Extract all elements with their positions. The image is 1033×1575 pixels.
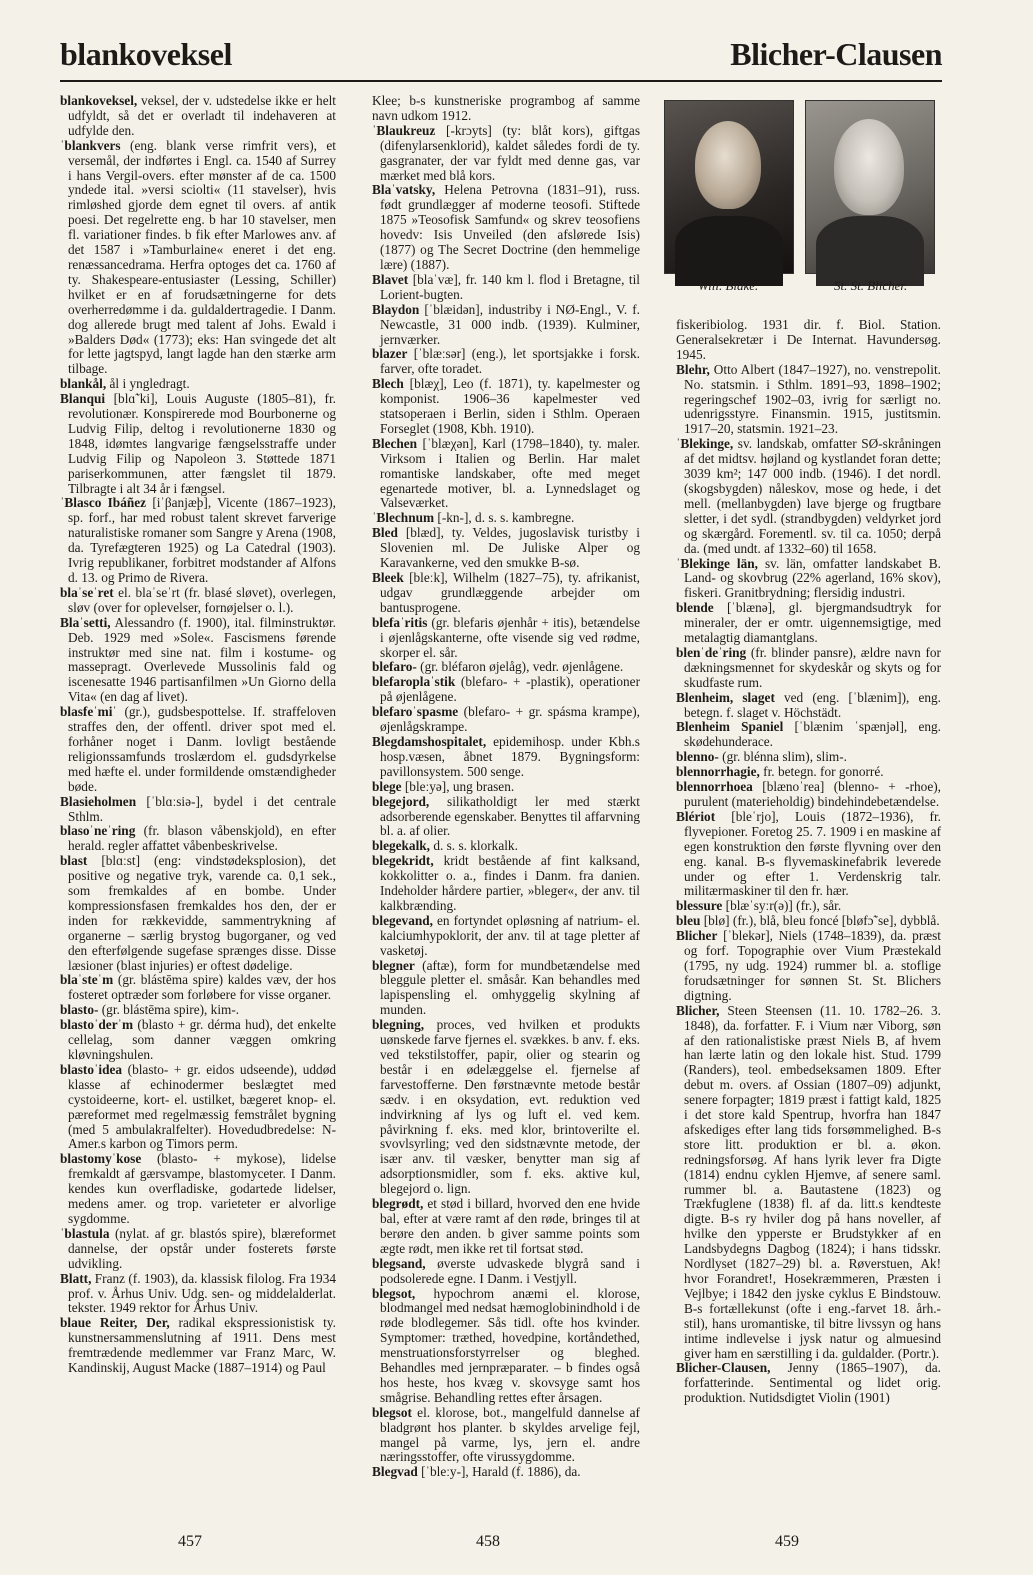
entry-text: [ˈblæːsər] (eng.), let sportsjakke i forsk. farver, ofte toradet. — [380, 346, 640, 377]
entry-text: proces, ved hvilken et produkts uønskede farve fjernes el. svækkes. b anv. f. eks. ved tekstilstoffer, papir, olier og stearin og består i en ødelæggelse el. fjernelse af farvestofferne. Den førstnævnte metode består sædv. i en oksydation, evt. reduktion ved indvirkning af lys og luft el. ved kem. påvirkning f. eks. med klor, brintoverilte el. svovlsyrling; ved den sidstnævnte metode, der især anv. til væsker, benytter man sig af adsorptionsmidler, som f. eks. aktive kul, blegejord o. lign. — [380, 1017, 640, 1197]
entry-headword: Blanqui — [60, 391, 106, 407]
dictionary-entry — [372, 1406, 640, 1466]
entry-text: [blæd], ty. Veldes, jugoslavisk turistby i Slovenien ml. De Juliske Alper og Karavankerne, ved den smukke B-sø. — [380, 525, 640, 571]
entry-headword: blegevand, — [372, 912, 433, 928]
entry-text: [bleˈrjo], Louis (1872–1936), fr. flyvepioner. Foretog 25. 7. 1909 i en maskine af egen konstruktion den første flyvning over den eng. kanal. B-s flyvemaskinefabrik leverede under og efter 1. Verdenskrig talr. militærmaskiner til den fr. hær. — [684, 808, 941, 899]
dictionary-entry — [372, 183, 640, 272]
entry-text: (fr. blinder pansre), ældre navn for dækningsmennet for skydeskår og skyts og for skudfaste rum. — [684, 644, 941, 690]
entry-text: [blaˈvæ], fr. 140 km l. flod i Bretagne, til Lorient-bugten. — [380, 271, 640, 302]
entry-text: [ˈbleːy-], Harald (f. 1886), da. — [417, 1464, 581, 1480]
portrait-blake — [664, 100, 794, 274]
entry-text: [ˈblekər], Niels (1748–1839), da. præst og forf. Topographie over Vium Præstekald (1795, ny udg. 1924) rummer bl. a. stoflige forudsætninger for sønnen St. St. Blichers digtning. — [684, 928, 941, 1003]
entry-headword: Blegvad — [372, 1464, 418, 1480]
dictionary-entry — [372, 303, 640, 348]
dictionary-entry — [372, 705, 640, 735]
dictionary-entry — [372, 780, 640, 795]
dictionary-entry — [676, 914, 941, 929]
dictionary-entry — [676, 929, 941, 1004]
dictionary-entry — [60, 824, 336, 854]
entry-headword: ˈBlechnum — [372, 510, 435, 526]
dictionary-entry — [60, 496, 336, 585]
dictionary-entry — [372, 347, 640, 377]
entry-headword: ˈBlasco Ibáñez — [60, 495, 147, 511]
entry-headword: blege — [372, 778, 402, 794]
dictionary-entry — [60, 795, 336, 825]
dictionary-entry — [60, 586, 336, 616]
entry-text: [ˈblæχən], Karl (1798–1840), ty. maler. Virksom i Italien og Berlin. Har malet romantiske landskaber, ofte med meget egenartede motiver, bl. a. Lynnedslaget og Valseværket. — [380, 435, 640, 511]
entry-text: [blɑ̃ˈki], Louis Auguste (1805–81), fr. revolutionær. Konspirerede mod Bourbonerne og Ludvig Filip, deltog i revolutionerne 1830 og 1848, idømtes langvarige fængselsstraffe under Ludvig Filip og Napoleon 3. Støttede 1871 pariserkommunen, atter fængslet til 1879. Tilbragte i alt 34 år i fængsel. — [68, 391, 336, 496]
entry-headword: ˈBlekinge, — [676, 436, 734, 452]
dictionary-entry — [60, 377, 336, 392]
dictionary-entry — [372, 1257, 640, 1287]
dictionary-entry — [372, 94, 640, 124]
entry-text: d. s. s. klorkalk. — [430, 838, 518, 854]
entry-headword: blegsand, — [372, 1255, 426, 1271]
entry-text: epidemihosp. under Kbh.s hosp.væsen, åbnet 1879. Bygningsform: pavillonsystem. 500 senge. — [380, 733, 640, 779]
dictionary-entry — [372, 675, 640, 705]
entry-text: [-krɔyts] (ty: blåt kors), giftgas (difenylarsenklorid), kaldet således fordi de ty. gasgranater, der var fyldt med denne gas, var mærket med blå kors. — [380, 122, 640, 183]
entry-text: en fortyndet opløsning af natrium- el. kalciumhypoklorit, der anv. til at tage pletter af vasketøj. — [380, 912, 640, 958]
entry-text: Klee; b-s kunstneriske programbog af samme navn udkom 1912. — [372, 93, 640, 123]
entry-headword: Blaydon — [372, 301, 420, 317]
running-head-right: Blicher-Clausen — [730, 36, 942, 72]
dictionary-entry — [60, 392, 336, 496]
entry-headword: blegekalk, — [372, 838, 430, 854]
entry-text: [blæχ], Leo (f. 1871), ty. kapelmester og komponist. 1906–36 kapelmester ved statsoperaen i Berlin, siden i Sthlm. Operaen Forseglet (1908, Kbh. 1910). — [380, 376, 640, 436]
entry-headword: blefaroplaˈstik — [372, 674, 456, 690]
entry-text: ved (eng. [ˈblænim]), eng. betegn. f. slaget v. Höchstädt. — [684, 689, 941, 720]
column-2 — [372, 93, 640, 1480]
entry-headword: blastoˈderˈm — [60, 1017, 134, 1033]
dictionary-entry — [372, 377, 640, 437]
dictionary-entry — [676, 601, 941, 646]
entry-text: veksel, der v. udstedelse ikke er helt udfyldt, så det er overladt til indehaveren at udfylde den. — [68, 93, 336, 138]
entry-text: [blø] (fr.), blå, bleu foncé [bløfɔ̃ˈse], dybblå. — [700, 913, 940, 929]
entry-text: [bleːk], Wilhelm (1827–75), ty. afrikanist, udgav grundlæggende arbejder om bantusprogene. — [380, 570, 640, 615]
dictionary-entry — [372, 616, 640, 661]
entry-text: [blæˈsyːr(ə)] (fr.), sår. — [722, 898, 842, 914]
portrait-face — [834, 119, 904, 215]
entry-text: ˈ (gr.), gudsbespottelse. If. straffeloven straffes den, der offentl. driver spot med el. forhåner noget i Danm. lovligt bestående religionssamfunds troslærdom el. gudsdyrkelse med hæfte el. under formildende omstændigheder bøde. — [68, 704, 336, 794]
entry-headword: blaue Reiter, Der, — [60, 1315, 170, 1331]
entry-headword: blefaro- — [372, 659, 417, 675]
entry-headword: ˈBlaukreuz — [372, 122, 436, 138]
entry-text: Otto Albert (1847–1927), no. venstrepolit. No. statsmin. i Sthlm. 1891–93, 1898–1902; regeringschef 1902–03, ivrig for særligt no. udenrigsstyre. Finansmin. 1915, justitsmin. 1917–20, statsmin. 1921–23. — [684, 361, 941, 437]
dictionary-entry — [676, 899, 941, 914]
entry-headword: blegekridt, — [372, 853, 434, 869]
dictionary-entry — [60, 1018, 336, 1063]
dictionary-entry — [60, 1227, 336, 1272]
dictionary-entry — [60, 1316, 336, 1376]
portrait-coat — [675, 216, 783, 286]
entry-text: (blefaro- + -plastik), operationer på øjenlågene. — [380, 674, 640, 705]
dictionary-entry — [676, 437, 941, 556]
entry-text: kridt bestående af fint kalksand, kokkolitter o. a., findes i Danm. fra danien. Indeholder hårdere partier, »bleger«, der anv. til kalkbrænding. — [380, 853, 640, 913]
dictionary-entry — [372, 735, 640, 780]
entry-text: øverste udvaskede blygrå sand i podsolerede egne. I Danm. i Vestjyll. — [380, 1255, 640, 1286]
entry-text: sv. län, omfatter landskabet B. Land- og skovbrug (22% agerland, 16% skov), fiskeri. Granitbrydning; flersidig industri. — [684, 555, 941, 601]
entry-headword: Blavet — [372, 271, 409, 287]
entry-headword: blasoˈneˈring — [60, 823, 136, 839]
dictionary-entry — [676, 750, 941, 765]
entry-headword: bleu — [676, 913, 701, 929]
dictionary-entry — [372, 1197, 640, 1257]
entry-headword: blastoˈidea — [60, 1061, 123, 1077]
running-head-left: blankoveksel — [60, 36, 232, 72]
entry-text: (gr. blástēma spire), kim-. — [98, 1002, 240, 1018]
entry-text: [-kn-], d. s. s. kambregne. — [434, 510, 575, 526]
entry-text: sv. landskab, omfatter SØ-skråningen af det midtsv. højland og kystlandet foran dette; 3039 km²; 147 000 indb. (1946). I det nordl. (skogsbygden) nåleskov, mose og hede, i det mell. (mellanbygden) lave bjerge og frugtbare sletter, i det sydl. (strandbygden) veldyrket jord og skærgård. Forementl. sv. til ca. 1050; derpå da. (med undt. af 1332–60) til 1658. — [684, 436, 941, 556]
entry-headword: blast — [60, 853, 88, 869]
dictionary-entry — [60, 973, 336, 1003]
entry-headword: Blehr, — [676, 361, 710, 377]
column-3 — [676, 318, 941, 1448]
dictionary-entry — [60, 854, 336, 973]
entry-headword: Blech — [372, 376, 404, 392]
header-rule — [60, 80, 942, 82]
entry-headword: blazer — [372, 346, 408, 362]
dictionary-entry — [372, 124, 640, 184]
dictionary-entry — [60, 1003, 336, 1018]
entry-headword: Blenheim Spaniel — [676, 719, 784, 735]
entry-text: [iˈβanjæþ], Vicente (1867–1923), sp. forf., har med robust talent skrevet farverige naturalistiske romaner som Sangre y Arena (1908, da. Tyrefægteren 1925) og La Catedral (1903). Ivrig republikaner, forbitret modstander af Alfons d. 13. og Primo de Rivera. — [68, 495, 337, 585]
entry-text: [bleːyə], ung brasen. — [401, 778, 515, 794]
entry-headword: Blaˈvatsky, — [372, 182, 436, 198]
dictionary-entry — [372, 1018, 640, 1197]
entry-text: Steen Steensen (11. 10. 1782–26. 3. 1848), da. forfatter. F. i Vium nær Viborg, søn af den rationalistiske præst Niels B, af hvem han lærte latin og den lokale hist. Stud. 1799 (Randers), teol. embedseksamen 1809. Efter debut m. overs. af Ossian (1807–09) adjunkt, senere forpagter; 1819 præst i fattigt kald, 1825 i det store kald Spentrup, hvorfra han 1847 afskediges efter lang tids forsømmelighed. B-s store litt. produktion er bl. a. økon. redningsforsøg. Af hans lyrik lever fra Digte (1814) endnu cyklen Hjemve, af senere saml. rummer bl. a. Bautastene (1823) og Trækfuglene (1838) fl. af da. litt.s kendteste digte. B-s ry hviler dog på hans noveller, af hvilke den ypperste er Brudstykker af en Landsbydegns Dagbog (1824); i hans tidsskr. Nordlyset (1827–29) bl. a. Røverstuen, Ak! hvor Forandret!, Hosekræmmeren, Præsten i Vejlbye; i 1842 den jyske cyklus E Bindstouw. B-s fortællekunst (ofte i eng.-farvet 18. årh.-stil), hans uromantiske, til bitre livssyn og hans intime indlevelse i jysk natur og almuesind giver ham en særstilling i da. guldalder. (Portr.). — [684, 1002, 941, 1361]
dictionary-entry — [372, 571, 640, 616]
entry-headword: Blatt, — [60, 1270, 92, 1286]
dictionary-entry — [676, 1004, 941, 1362]
entry-headword: Bled — [372, 525, 398, 541]
portrait-blicher — [805, 100, 935, 274]
dictionary-entry — [372, 511, 640, 526]
entry-text: (blefaro- + gr. spásma krampe), øjenlågskrampe. — [380, 704, 640, 735]
entry-text: (gr. blástēma spire) kaldes væv, der hos fosteret optræder som forløbere for visse organer. — [68, 972, 336, 1003]
portrait-face — [695, 121, 761, 209]
dictionary-entry — [372, 959, 640, 1019]
entry-text: [ˈblɑːsiə-], bydel i det centrale Sthlm. — [68, 793, 336, 824]
entry-headword: blennorrhoea — [676, 779, 753, 795]
entry-headword: blasfeˈmi — [60, 704, 113, 720]
entry-text: [blɑːst] (eng: vindstødeksplosion), det positive og negative tryk, varende ca. 0,1 sek., som fremkaldes af en bombe. Under kompressionsfasen fremkaldes hos den, der er inden for rækkevidde, sammentrykning af organerne – særlig brystog bugorganer, og ved den efterfølgende sugefase sprænges disse. Disse læsioner (blast injuries) er oftest dødelige. — [68, 853, 336, 973]
dictionary-entry — [372, 273, 640, 303]
entry-headword: Blicher-Clausen, — [676, 1360, 771, 1376]
entry-headword: blenno- — [676, 749, 719, 765]
entry-headword: blefaroˈspasme — [372, 704, 459, 720]
entry-headword: blegsot — [372, 1404, 412, 1420]
entry-text: [ˈblænim ˈspænjəl], eng. skødehunderace. — [684, 719, 941, 750]
entry-headword: blastomyˈkose — [60, 1151, 142, 1167]
entry-text: fiskeribiolog. 1931 dir. f. Biol. Station. Generalsekretær i De Internat. Havundersøg. 1945. — [676, 317, 941, 362]
entry-headword: ˈblankvers — [60, 137, 121, 153]
dictionary-entry — [676, 720, 941, 750]
entry-headword: blegner — [372, 957, 415, 973]
dictionary-entry — [372, 660, 640, 675]
dictionary-entry — [676, 765, 941, 780]
dictionary-entry — [372, 437, 640, 512]
entry-headword: blefaˈritis — [372, 614, 428, 630]
entry-text: (aftæ), form for mundbetændelse med bleggule pletter el. småsår. Kan behandles med lapispensling el. omhyggelig skylning af munden. — [380, 957, 640, 1018]
entry-headword: Blaˈsetti, — [60, 614, 111, 630]
caption-blicher: St. St. Blicher. — [834, 278, 908, 293]
dictionary-entry — [676, 810, 941, 899]
entry-headword: blegsot, — [372, 1285, 416, 1301]
entry-headword: blaˈseˈret — [60, 584, 114, 600]
entry-headword: Blicher — [676, 928, 718, 944]
entry-headword: blegning, — [372, 1017, 425, 1033]
dictionary-entry — [60, 94, 336, 139]
entry-headword: blaˈsteˈm — [60, 972, 114, 988]
entry-headword: Blériot — [676, 808, 716, 824]
entry-text: fr. betegn. for gonorré. — [759, 764, 884, 780]
entry-text: hypochrom anæmi el. klorose, blodmangel med nedsat hæmoglobinindhold i de røde blodlegemer. Sås tidl. ofte hos kvinder. Symptomer: træthed, hovedpine, kortåndethed, menstruationsforstyrrelser og bleghed. Behandles med jernpræparater. – b findes også hos heste, hos kvæg v. skovsyge samt hos smågrise. Behandling rettes efter årsagen. — [380, 1285, 640, 1405]
entry-text: radikal ekspressionistisk ty. kunstnersammenslutning af 1911. Dens mest fremtrædende medlemmer var Franz Marc, W. Kandinskij, August Macke (1887–1914) og Paul — [68, 1315, 336, 1376]
entry-text: (blasto- + mykose), lidelse fremkaldt af gærsvampe, blastomyceter. I Danm. kendes kun overfladiske, godartede lidelser, medens amer. og trop. varieteter er alvorlige sygdomme. — [68, 1151, 336, 1226]
entry-headword: blennorrhagie, — [676, 764, 760, 780]
entry-headword: blenˈdeˈring — [676, 644, 747, 660]
entry-text: (fr. blason våbenskjold), en efter herald. regler affattet våbenbeskrivelse. — [68, 823, 336, 854]
entry-text: silikatholdigt ler med stærkt adsorberende egenskaber. Benyttes til affarvning bl. a. af olier. — [380, 793, 640, 839]
dictionary-entry — [676, 646, 941, 691]
entry-text: (gr. bléfaron øjelåg), vedr. øjenlågene. — [416, 659, 624, 675]
entry-text: (gr. blénna slim), slim-. — [718, 749, 848, 765]
dictionary-entry — [60, 616, 336, 705]
dictionary-entry — [60, 1152, 336, 1227]
dictionary-entry — [372, 1465, 640, 1480]
entry-text: Helena Petrovna (1831–91), russ. født grundlægger af moderne teosofi. Stiftede 1875 »Teosofisk Samfund« og skrev teosofiens hovedv: Isis Unveiled (den afslørede Isis) (1877) og The Secret Doctrine (den hemmelige lære) (1887). — [380, 182, 640, 272]
entry-text: Jenny (1865–1907), da. forfatterinde. Sentimental og lidet orig. produktion. Nutidsdigtet Violin (1901) — [684, 1360, 941, 1406]
dictionary-entry — [372, 839, 640, 854]
entry-text: Franz (f. 1903), da. klassisk filolog. Fra 1934 prof. v. Århus Univ. Udg. sen- og middelalderlat. tekster. 1949 rektor for Århus Univ. — [68, 1270, 336, 1316]
dictionary-entry — [676, 691, 941, 721]
dictionary-entry — [676, 780, 941, 810]
entry-headword: Blasieholmen — [60, 793, 137, 809]
caption-blake: Will. Blake. — [698, 278, 759, 293]
page-number: 457 — [178, 1533, 202, 1550]
entry-headword: blende — [676, 600, 714, 616]
entry-text: (nylat. af gr. blastós spire), blæreformet dannelse, der opstår under fosterets første udvikling. — [68, 1225, 336, 1271]
entry-headword: Blechen — [372, 435, 418, 451]
entry-headword: blessure — [676, 898, 723, 914]
page-number: 459 — [775, 1533, 799, 1550]
entry-text: el. klorose, bot., mangelfuld dannelse af bladgrønt hos planter. b skyldes arvelige fejl, mangel på varme, lys, jern el. andre næringsstoffer, ofte virussygdomme. — [380, 1404, 640, 1465]
entry-headword: Blicher, — [676, 1002, 720, 1018]
dictionary-entry — [372, 526, 640, 571]
entry-text: (eng. blank verse rimfrit vers), et versemål, der indførtes i Engl. ca. 1540 af Surrey i hans Vergil-overs. efter mønster af de ca. 1500 yndede ital. »versi sciolti« (11 stavelser), hvis rimløshed gjorde dem egnet til overs. af antik poesi. Det regelrette eng. b har 10 stavelser, men fl. variationer findes. b fik efter Marlowes anv. af det 1587 i »Tamburlaine« eneret i det eng. renæssancedrama. Herfra optoges det ca. 1760 af ty. Shakespeare-entusiaster (Lessing, Schiller) hvilket er en af forudsætningerne for dets overherredømme i da. guldaldertragedie. I Danm. dog allerede brugt med talent af Johs. Ewald i »Balders Død« (1773); eks: Han svingede det alt for lette jagtspyd, langt lagde han den stærke arm tilbage. — [68, 137, 336, 377]
dictionary-entry — [372, 914, 640, 959]
entry-headword: blasto- — [60, 1002, 99, 1018]
portrait-coat — [816, 216, 924, 286]
dictionary-entry — [60, 139, 336, 378]
entry-headword: blankoveksel, — [60, 93, 138, 108]
column-1 — [60, 94, 336, 1444]
entry-headword: blankål, — [60, 376, 107, 392]
dictionary-entry — [60, 705, 336, 794]
entry-headword: blegrødt, — [372, 1196, 424, 1212]
dictionary-entry — [372, 1287, 640, 1406]
entry-text: [blænoˈrea] (blenno- + -rhoe), purulent (materieholdig) bindehindebetændelse. — [684, 779, 941, 809]
page-number: 458 — [476, 1533, 500, 1550]
entry-headword: blegejord, — [372, 793, 430, 809]
entry-text: (blasto + gr. dérma hud), det enkelte cellelag, som danner væggen omkring kløvningshulen. — [68, 1017, 336, 1062]
entry-headword: Bleek — [372, 570, 404, 585]
entry-text: (blasto- + gr. eidos udseende), uddød klasse af echinodermer beslægtet med cystoideerne, kort- el. ustilket, bægeret knop- el. pæreformet med regelmæssig femstrålet bygning (med 5 ambulakralfelter). Hovedudbredelse: N-Amer.s karbon og Timors perm. — [68, 1061, 336, 1152]
entry-text: et stød i billard, hvorved den ene hvide bal, efter at være ramt af den røde, bringes til at berøre den anden. b giver samme points som ægte rødt, men ikke ret til fortsat stød. — [380, 1196, 640, 1256]
entry-text: [ˈblænə], gl. bjergmandsudtryk for mineraler, der er omtr. uigennemsigtige, med metalagtig diamantglans. — [684, 600, 941, 646]
dictionary-entry — [372, 854, 640, 914]
dictionary-entry — [676, 1361, 941, 1406]
dictionary-entry — [372, 795, 640, 840]
dictionary-entry — [60, 1063, 336, 1152]
entry-text: ål i yngledragt. — [106, 376, 190, 392]
entry-text: Alessandro (f. 1900), ital. filminstruktør. Deb. 1929 med »Sole«. Fascismens førende instruktør med sine nat. film i kostume- og massepragt. Overlevede Mussolinis fald og iscenesatte 1946 partisanfilmen »Un Giorno della Vita« (en dag af livet). — [68, 614, 336, 705]
portrait-figures — [664, 100, 944, 302]
entry-text: el. blaˈseˈrt (fr. blasé sløvet), overlegen, sløv (over for oplevelser, fornøjelser o. l.). — [68, 584, 336, 615]
dictionary-entry — [676, 363, 941, 438]
entry-headword: ˈblastula — [60, 1225, 110, 1241]
entry-text: (gr. blefaris øjenhår + itis), betændelse i øjenlågskanterne, ofte visende sig ved rødme, skorper el. sår. — [380, 614, 640, 660]
entry-headword: Blenheim, slaget — [676, 689, 775, 705]
dictionary-entry — [676, 318, 941, 363]
entry-text: [ˈblæidən], industriby i NØ-Engl., V. f. Newcastle, 31 000 indb. (1939). Kulminer, jernværker. — [380, 301, 640, 347]
dictionary-entry — [676, 557, 941, 602]
entry-headword: Blegdamshospitalet, — [372, 733, 487, 749]
dictionary-entry — [60, 1272, 336, 1317]
entry-headword: ˈBlekinge län, — [676, 555, 758, 571]
